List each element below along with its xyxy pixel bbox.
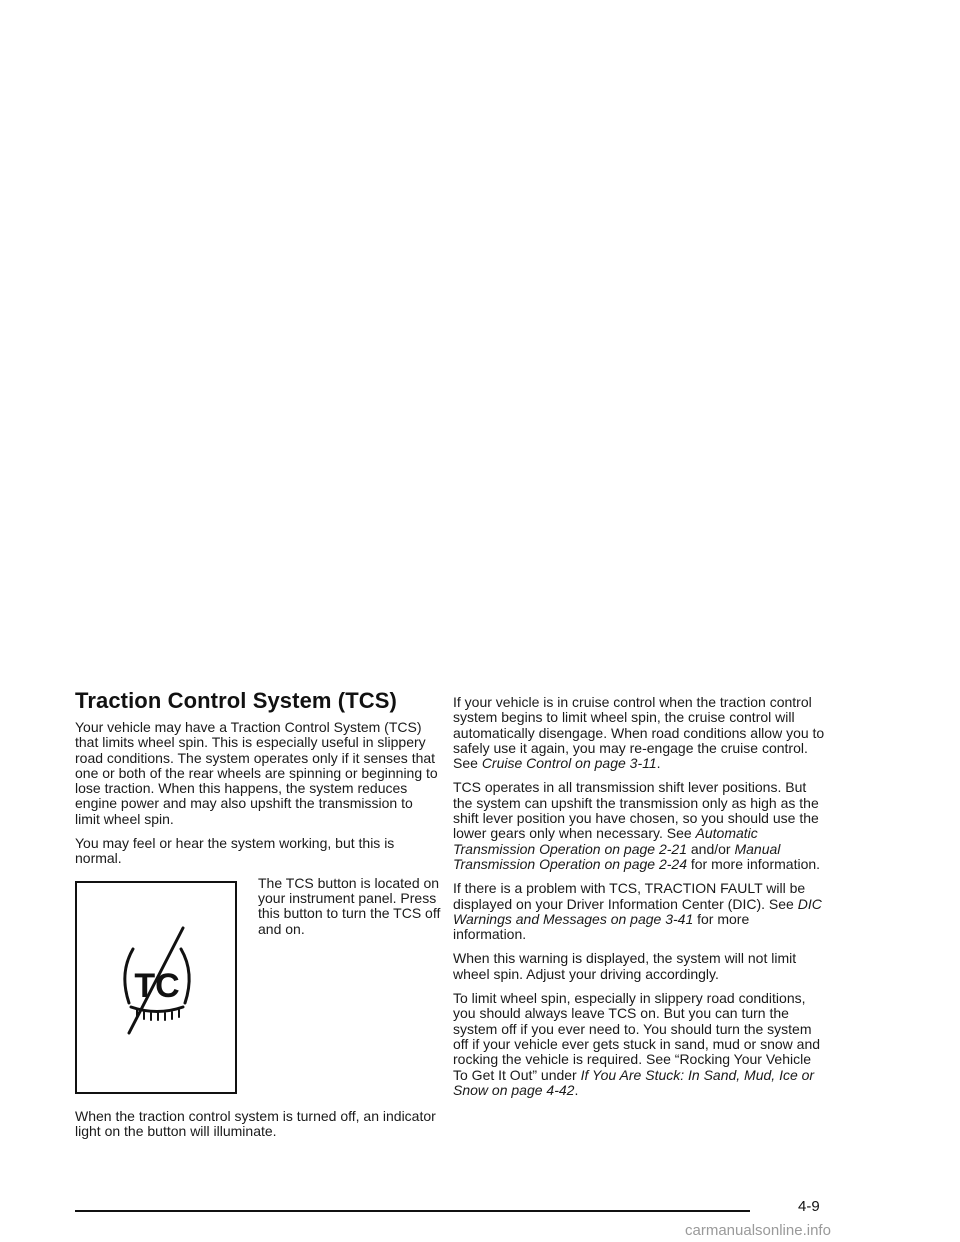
page-number: 4-9 bbox=[798, 1198, 820, 1215]
paragraph-cruise: If your vehicle is in cruise control when the traction control system begins to limit wheel spin, the cruise control will automatically disengage. When road conditions allow you to safely use it again, you may re-engage the cruise control. See Cruise Control on page 3-11. bbox=[453, 694, 825, 772]
tcs-button-caption: The TCS button is located on your instrument panel. Press this button to turn the TCS off and on. bbox=[258, 874, 441, 937]
cross-reference-link[interactable]: Manual Transmission Operation on page 2-24 bbox=[453, 840, 781, 872]
tcs-button-illustration bbox=[75, 881, 237, 1094]
tcs-icon-label: TC bbox=[134, 966, 180, 1005]
paragraph-limit-spin: To limit wheel spin, especially in slippery road conditions, you should always leave TCS on. But you can turn the system off if you ever need to. You should turn the system off if your vehicle ever gets stuck in sand, mud or snow and rocking the vehicle is required. See “Rocking Your Vehicle To Get It Out” under If You Are Stuck: In Sand, Mud, Ice or Snow on page 4-42. bbox=[453, 990, 821, 1098]
footer-rule bbox=[75, 1210, 750, 1212]
left-column bbox=[75, 720, 440, 1148]
paragraph-warning: When this warning is displayed, the system will not limit wheel spin. Adjust your driving accordingly. bbox=[453, 950, 797, 982]
cross-reference-link[interactable]: Cruise Control on page 3-11 bbox=[481, 755, 657, 772]
paragraph-normal: You may feel or hear the system working, but this is normal. bbox=[75, 835, 395, 867]
paragraph-shift-lever: TCS operates in all transmission shift lever positions. But the system can upshift the transmission only as high as the shift lever position you have chosen, so you should use the lower gears only when necessary. See Automatic Transmission Operation on page 2-21 and/or Manual Transmission Operation on page 2-24 for more information. bbox=[453, 779, 821, 872]
paragraph-intro: Your vehicle may have a Traction Control System (TCS) that limits wheel spin. This is especially useful in slippery road conditions. The system operates only if it senses that one or both of the rear wheels are spinning or beginning to lose traction. When this happens, the system reduces engine power and may also upshift the transmission to limit wheel spin. bbox=[75, 719, 438, 827]
cross-reference-link[interactable]: Automatic Transmission Operation on page 2-21 bbox=[453, 825, 758, 857]
right-column bbox=[453, 695, 825, 1107]
tcs-off-icon bbox=[77, 883, 235, 1092]
paragraph-fault: If there is a problem with TCS, TRACTION FAULT will be displayed on your Driver Information Center (DIC). See DIC Warnings and Messages on page 3-41 for more information. bbox=[453, 880, 822, 943]
tcs-figure bbox=[75, 876, 440, 1102]
cross-reference-link[interactable]: If You Are Stuck: In Sand, Mud, Ice or Snow on page 4-42 bbox=[453, 1066, 815, 1098]
section-title: Traction Control System (TCS) bbox=[75, 688, 397, 713]
cross-reference-link[interactable]: DIC Warnings and Messages on page 3-41 bbox=[453, 895, 822, 927]
watermark: carmanualsonline.info bbox=[685, 1222, 831, 1239]
paragraph-indicator: When the traction control system is turned off, an indicator light on the button will illuminate. bbox=[75, 1107, 436, 1139]
